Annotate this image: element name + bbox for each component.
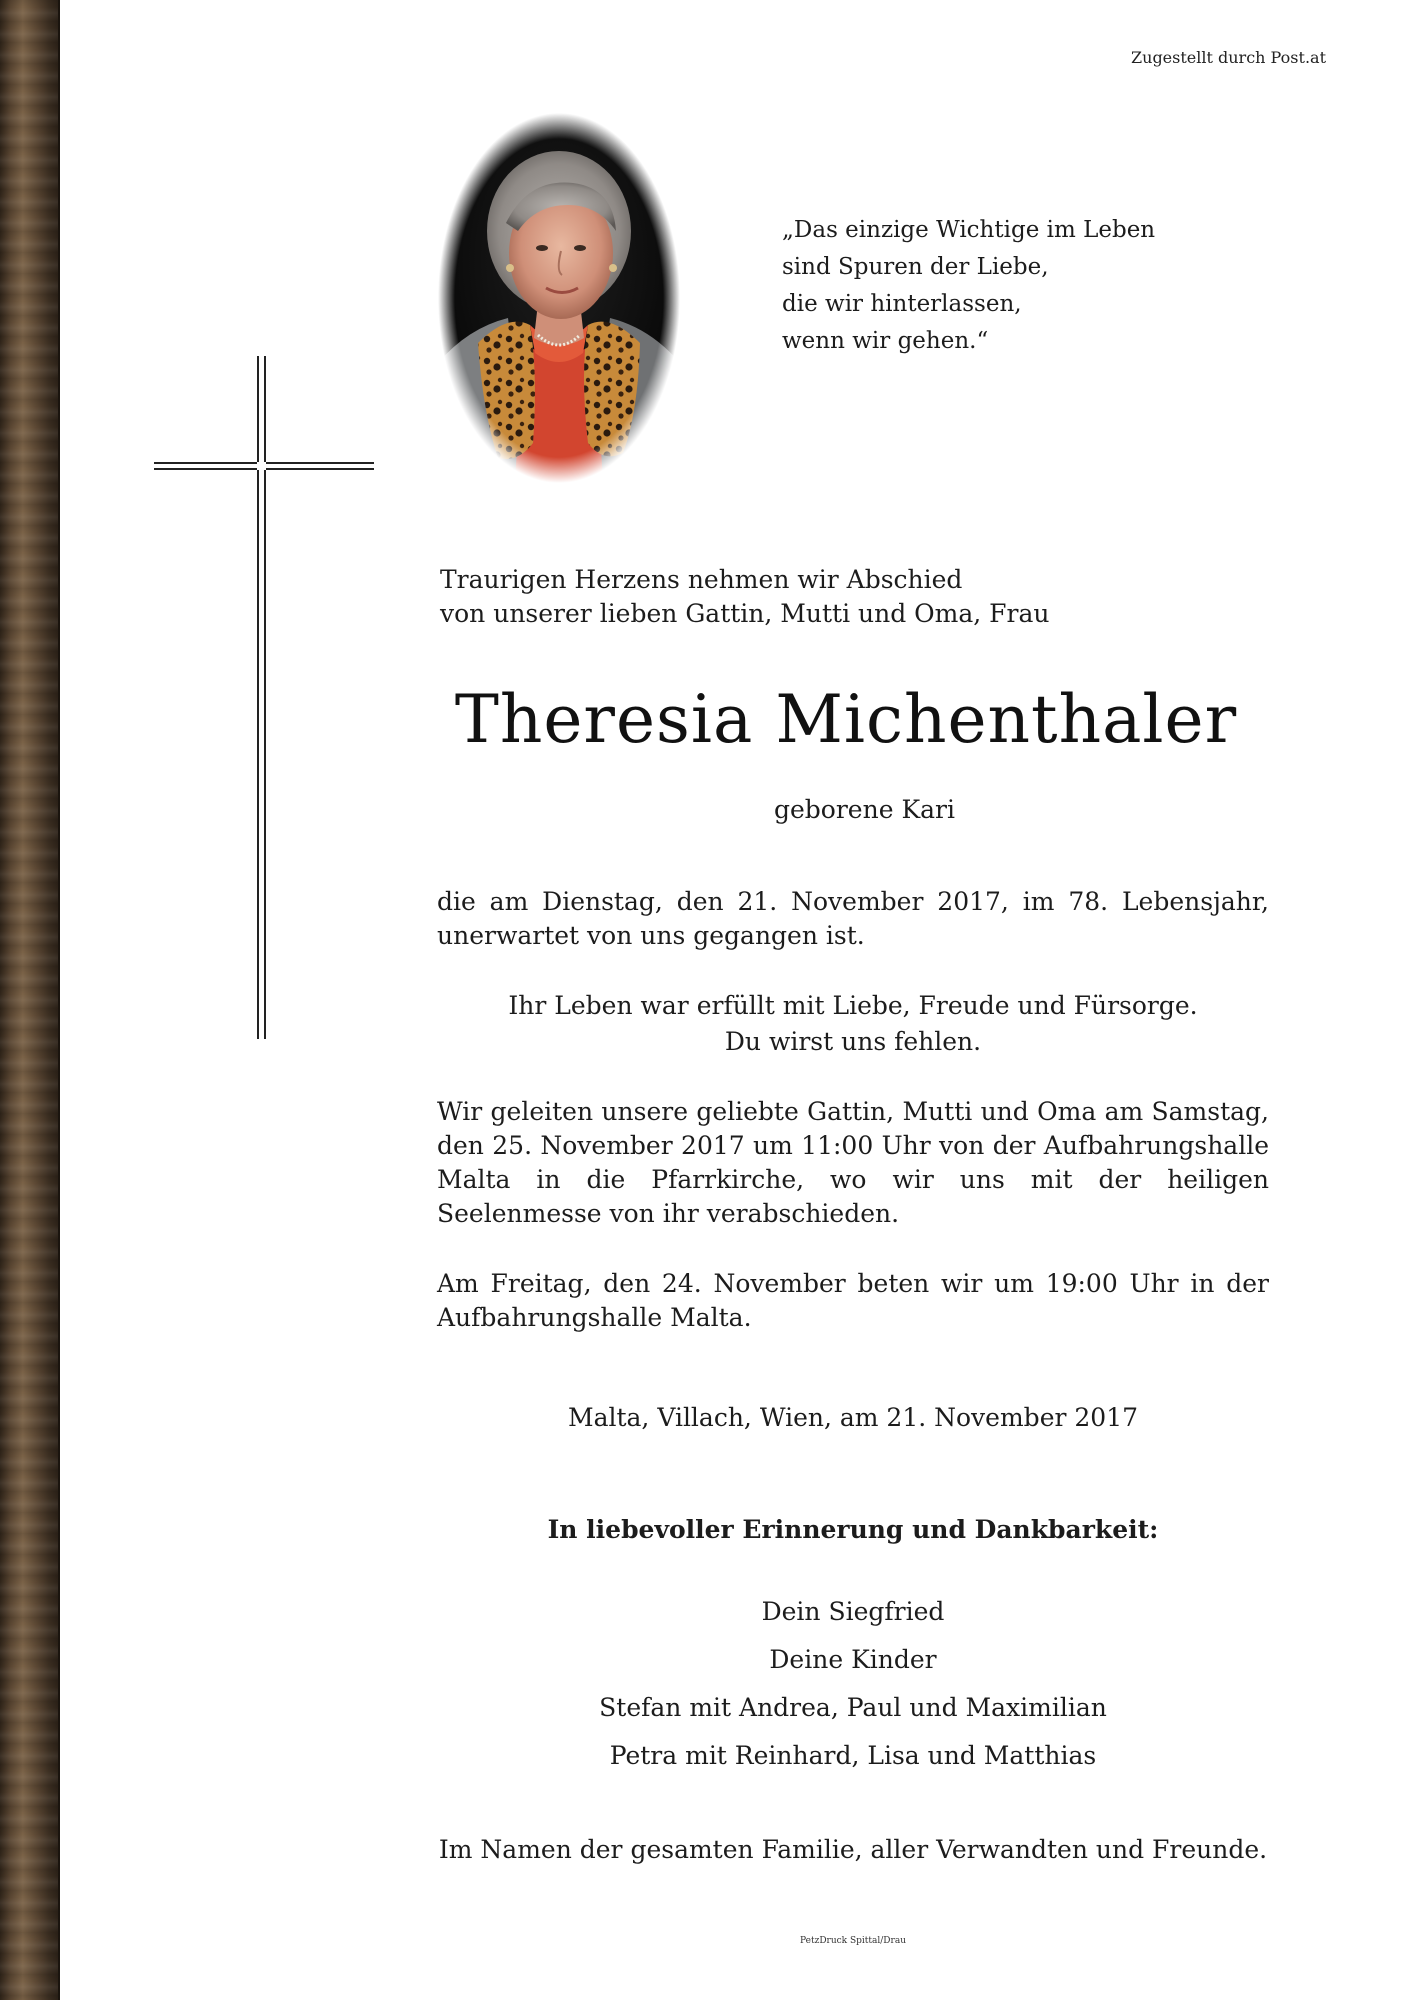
intro-line: von unserer lieben Gattin, Mutti und Oma, Frau: [440, 599, 1050, 628]
quote-line: die wir hinterlassen,: [782, 291, 1022, 317]
life-line: Du wirst uns fehlen.: [724, 1027, 982, 1056]
signer-line: Dein Siegfried: [761, 1597, 945, 1626]
signer-line: Petra mit Reinhard, Lisa und Matthias: [609, 1741, 1097, 1770]
memory-heading: In liebevoller Erinnerung und Dankbarkeit:: [547, 1515, 1159, 1544]
death-notice-paragraph: die am Dienstag, den 21. November 2017, im 78. Lebensjahr, unerwartet von uns gegangen ist.: [437, 887, 1269, 950]
life-line: Ihr Leben war erfüllt mit Liebe, Freude und Fürsorge.: [508, 991, 1198, 1020]
signers-list: [437, 1588, 1269, 1780]
intro-text: [440, 563, 1049, 631]
printer-credit: PetzDruck Spittal/Drau: [799, 1936, 906, 1946]
deceased-name-text: Theresia Michenthaler: [454, 681, 1238, 758]
funeral-paragraph: Wir geleiten unsere geliebte Gattin, Mutti und Oma am Samstag, den 25. November 2017 um 11:00 Uhr von der Aufbahrungshalle Malta in die Pfarrkirche, wo wir uns mit der heiligen Seelenmesse von ihr verabschieden.: [437, 1097, 1269, 1228]
quote-line: „Das einzige Wichtige im Leben: [782, 217, 1156, 243]
quote-line: sind Spuren der Liebe,: [782, 254, 1049, 280]
intro-line: Traurigen Herzens nehmen wir Abschied: [440, 565, 963, 594]
family-line: Im Namen der gesamten Familie, aller Verwandten und Freunde.: [438, 1835, 1268, 1864]
portrait-photo: [438, 113, 680, 483]
birth-name: geborene Kari: [774, 795, 955, 824]
quote-block: [782, 212, 1155, 360]
postal-note: Zugestellt durch Post.at: [1131, 48, 1326, 67]
life-paragraph: [437, 988, 1269, 1060]
quote-line: wenn wir gehen.“: [782, 328, 989, 354]
wood-border-strip: [0, 0, 60, 2000]
place-date: Malta, Villach, Wien, am 21. November 2017: [567, 1403, 1139, 1432]
prayer-paragraph: Am Freitag, den 24. November beten wir um 19:00 Uhr in der Aufbahrungshalle Malta.: [437, 1269, 1269, 1332]
deceased-name: [0, 680, 1402, 760]
signer-line: Stefan mit Andrea, Paul und Maximilian: [599, 1693, 1107, 1722]
signer-line: Deine Kinder: [769, 1645, 937, 1674]
